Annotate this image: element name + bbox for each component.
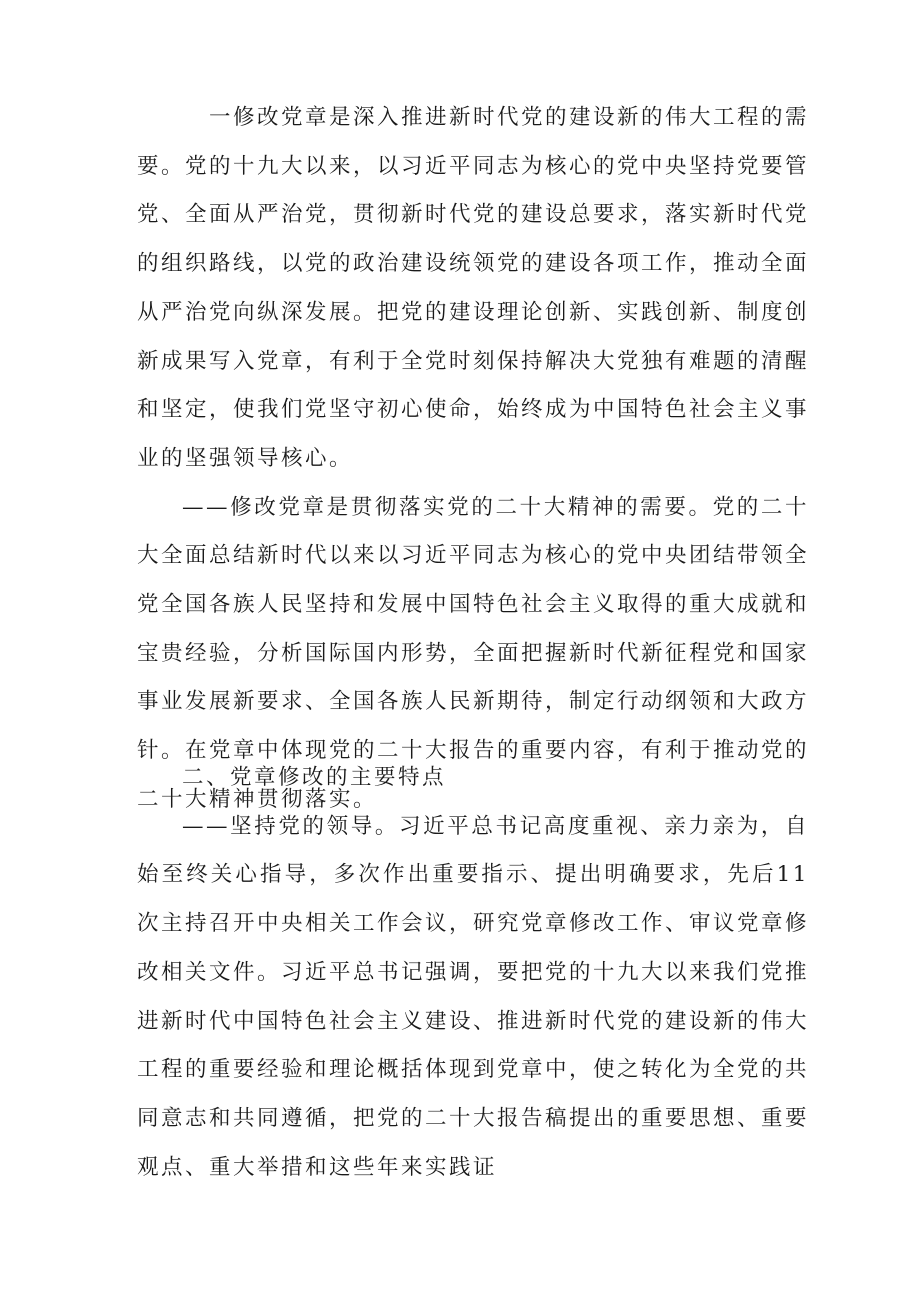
paragraph-1: 一修改党章是深入推进新时代党的建设新的伟大工程的需要。党的十九大以来，以习近平同志为核心的党中央坚持党要管党、全面从严治党，贯彻新时代党的建设总要求，落实新时代党的组织路线，以党的政治建设统领党的建设各项工作，推动全面从严治党向纵深发展。把党的建设理论创新、实践创新、制度创新成果写入党章，有利于全党时刻保持解决大党独有难题的清醒和坚定，使我们党坚守初心使命，始终成为中国特色社会主义事业的坚强领导核心。 [137, 105, 810, 471]
section-2-heading: 二、党章修改的主要特点 [182, 765, 447, 790]
paragraph-3: ——坚持党的领导。习近平总书记高度重视、亲力亲为，自始至终关心指导，多次作出重要指示、提出明确要求，先后11次主持召开中央相关工作会议，研究党章修改工作、审议党章修改相关文件。习近平总书记强调，要把党的十九大以来我们党推进新时代中国特色社会主义建设、推进新时代党的建设新的伟大工程的重要经验和理论概括体现到党章中，使之转化为全党的共同意志和共同遵循，把党的二十大报告稿提出的重要思想、重要观点、重大举措和这些年来实践证 [137, 813, 810, 1180]
paragraph-2: ——修改党章是贯彻落实党的二十大精神的需要。党的二十大全面总结新时代以来以习近平同志为核心的党中央团结带领全党全国各族人民坚持和发展中国特色社会主义取得的重大成就和宝贵经验，分析国际国内形势，全面把握新时代新征程党和国家事业发展新要求、全国各族人民新期待，制定行动纲领和大政方针。在党章中体现党的二十大报告的重要内容，有利于推动党的二十大精神贯彻落实。 [137, 494, 810, 812]
section-2-body [137, 754, 809, 1192]
section-1-body [137, 94, 809, 825]
